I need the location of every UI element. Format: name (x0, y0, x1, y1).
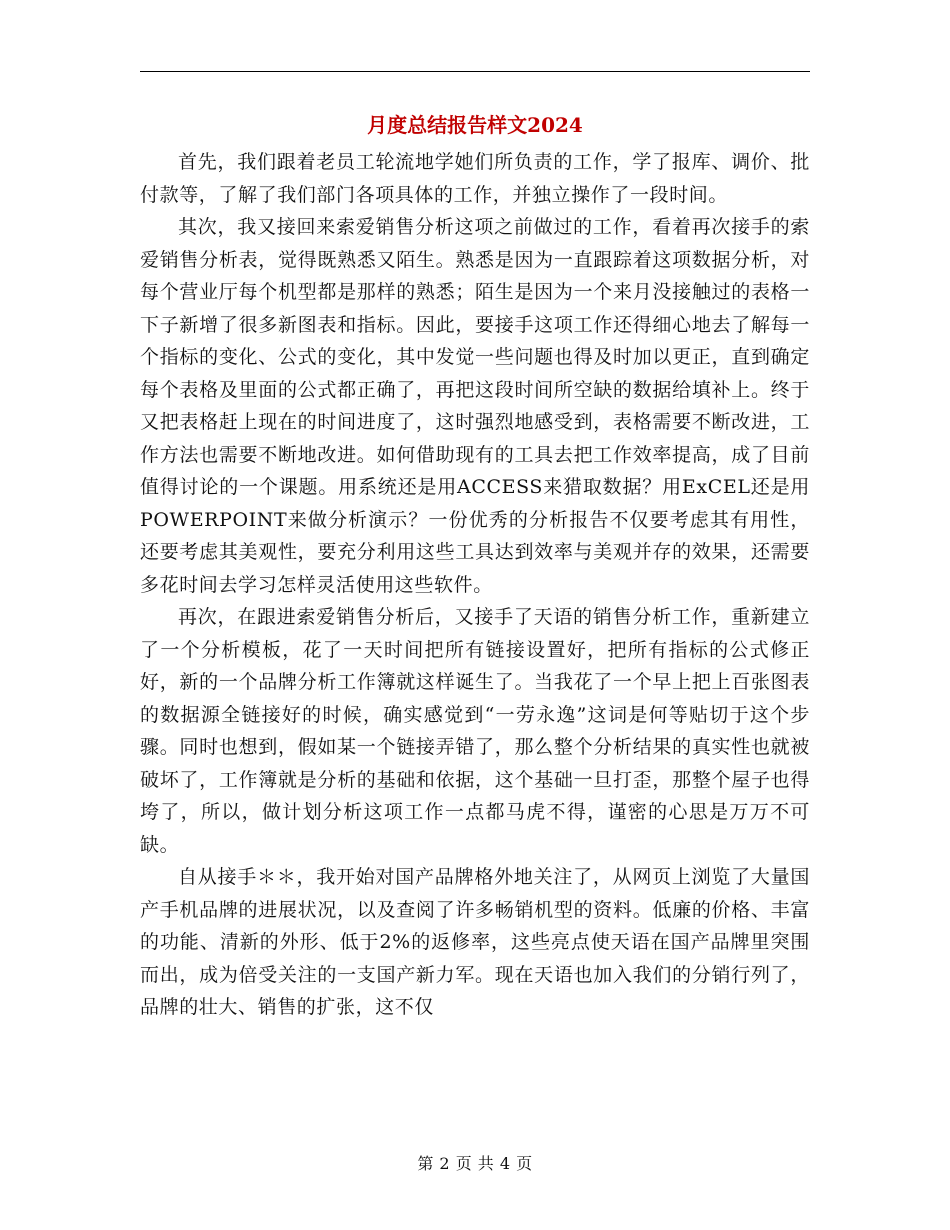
document-title: 月度总结报告样文2024 (367, 113, 583, 137)
paragraph-3: 再次，在跟进索爱销售分析后，又接手了天语的销售分析工作，重新建立了一个分析模板，花了一天时间把所有链接设置好，把所有指标的公式修正好，新的一个品牌分析工作簿就这样诞生了。当我花了一个早上把上百张图表的数据源全链接好的时候，确实感觉到“一劳永逸”这词是何等贴切于这个步骤。同时也想到，假如某一个链接弄错了，那么整个分析结果的真实性也就被破坏了，工作簿就是分析的基础和依据，这个基础一旦打歪，那整个屋子也得垮了，所以，做计划分析这项工作一点都马虎不得，谨密的心思是万万不可缺。 (140, 606, 810, 856)
paragraph-1: 首先，我们跟着老员工轮流地学她们所负责的工作，学了报库、调价、批付款等，了解了我们部门各项具体的工作，并独立操作了一段时间。 (140, 151, 810, 206)
document-body (140, 146, 810, 1024)
page-number-footer: 第 2 页 共 4 页 (417, 1154, 533, 1173)
header-rule (140, 71, 810, 72)
paragraph-2: 其次，我又接回来索爱销售分析这项之前做过的工作，看着再次接手的索爱销售分析表，觉得既熟悉又陌生。熟悉是因为一直跟踪着这项数据分析，对每个营业厅每个机型都是那样的熟悉；陌生是因为一个来月没接触过的表格一下子新增了很多新图表和指标。因此，要接手这项工作还得细心地去了解每一个指标的变化、公式的变化，其中发觉一些问题也得及时加以更正，直到确定每个表格及里面的公式都正确了，再把这段时间所空缺的数据给填补上。终于又把表格赶上现在的时间进度了，这时强烈地感受到，表格需要不断改进，工作方法也需要不断地改进。如何借助现有的工具去把工作效率提高，成了目前值得讨论的一个课题。用系统还是用ACCESS来猎取数据？用ExCEL还是用POWERPOINT来做分析演示？一份优秀的分析报告不仅要考虑其有用性，还要考虑其美观性，要充分利用这些工具达到效率与美观并存的效果，还需要多花时间去学习怎样灵活使用这些软件。 (140, 216, 810, 596)
paragraph-4: 自从接手＊＊，我开始对国产品牌格外地关注了，从网页上浏览了大量国产手机品牌的进展状况，以及查阅了许多畅销机型的资料。低廉的价格、丰富的功能、清新的外形、低于2%的返修率，这些亮点使天语在国产品牌里突围而出，成为倍受关注的一支国产新力军。现在天语也加入我们的分销行列了，品牌的壮大、销售的扩张，这不仅 (140, 866, 810, 1018)
